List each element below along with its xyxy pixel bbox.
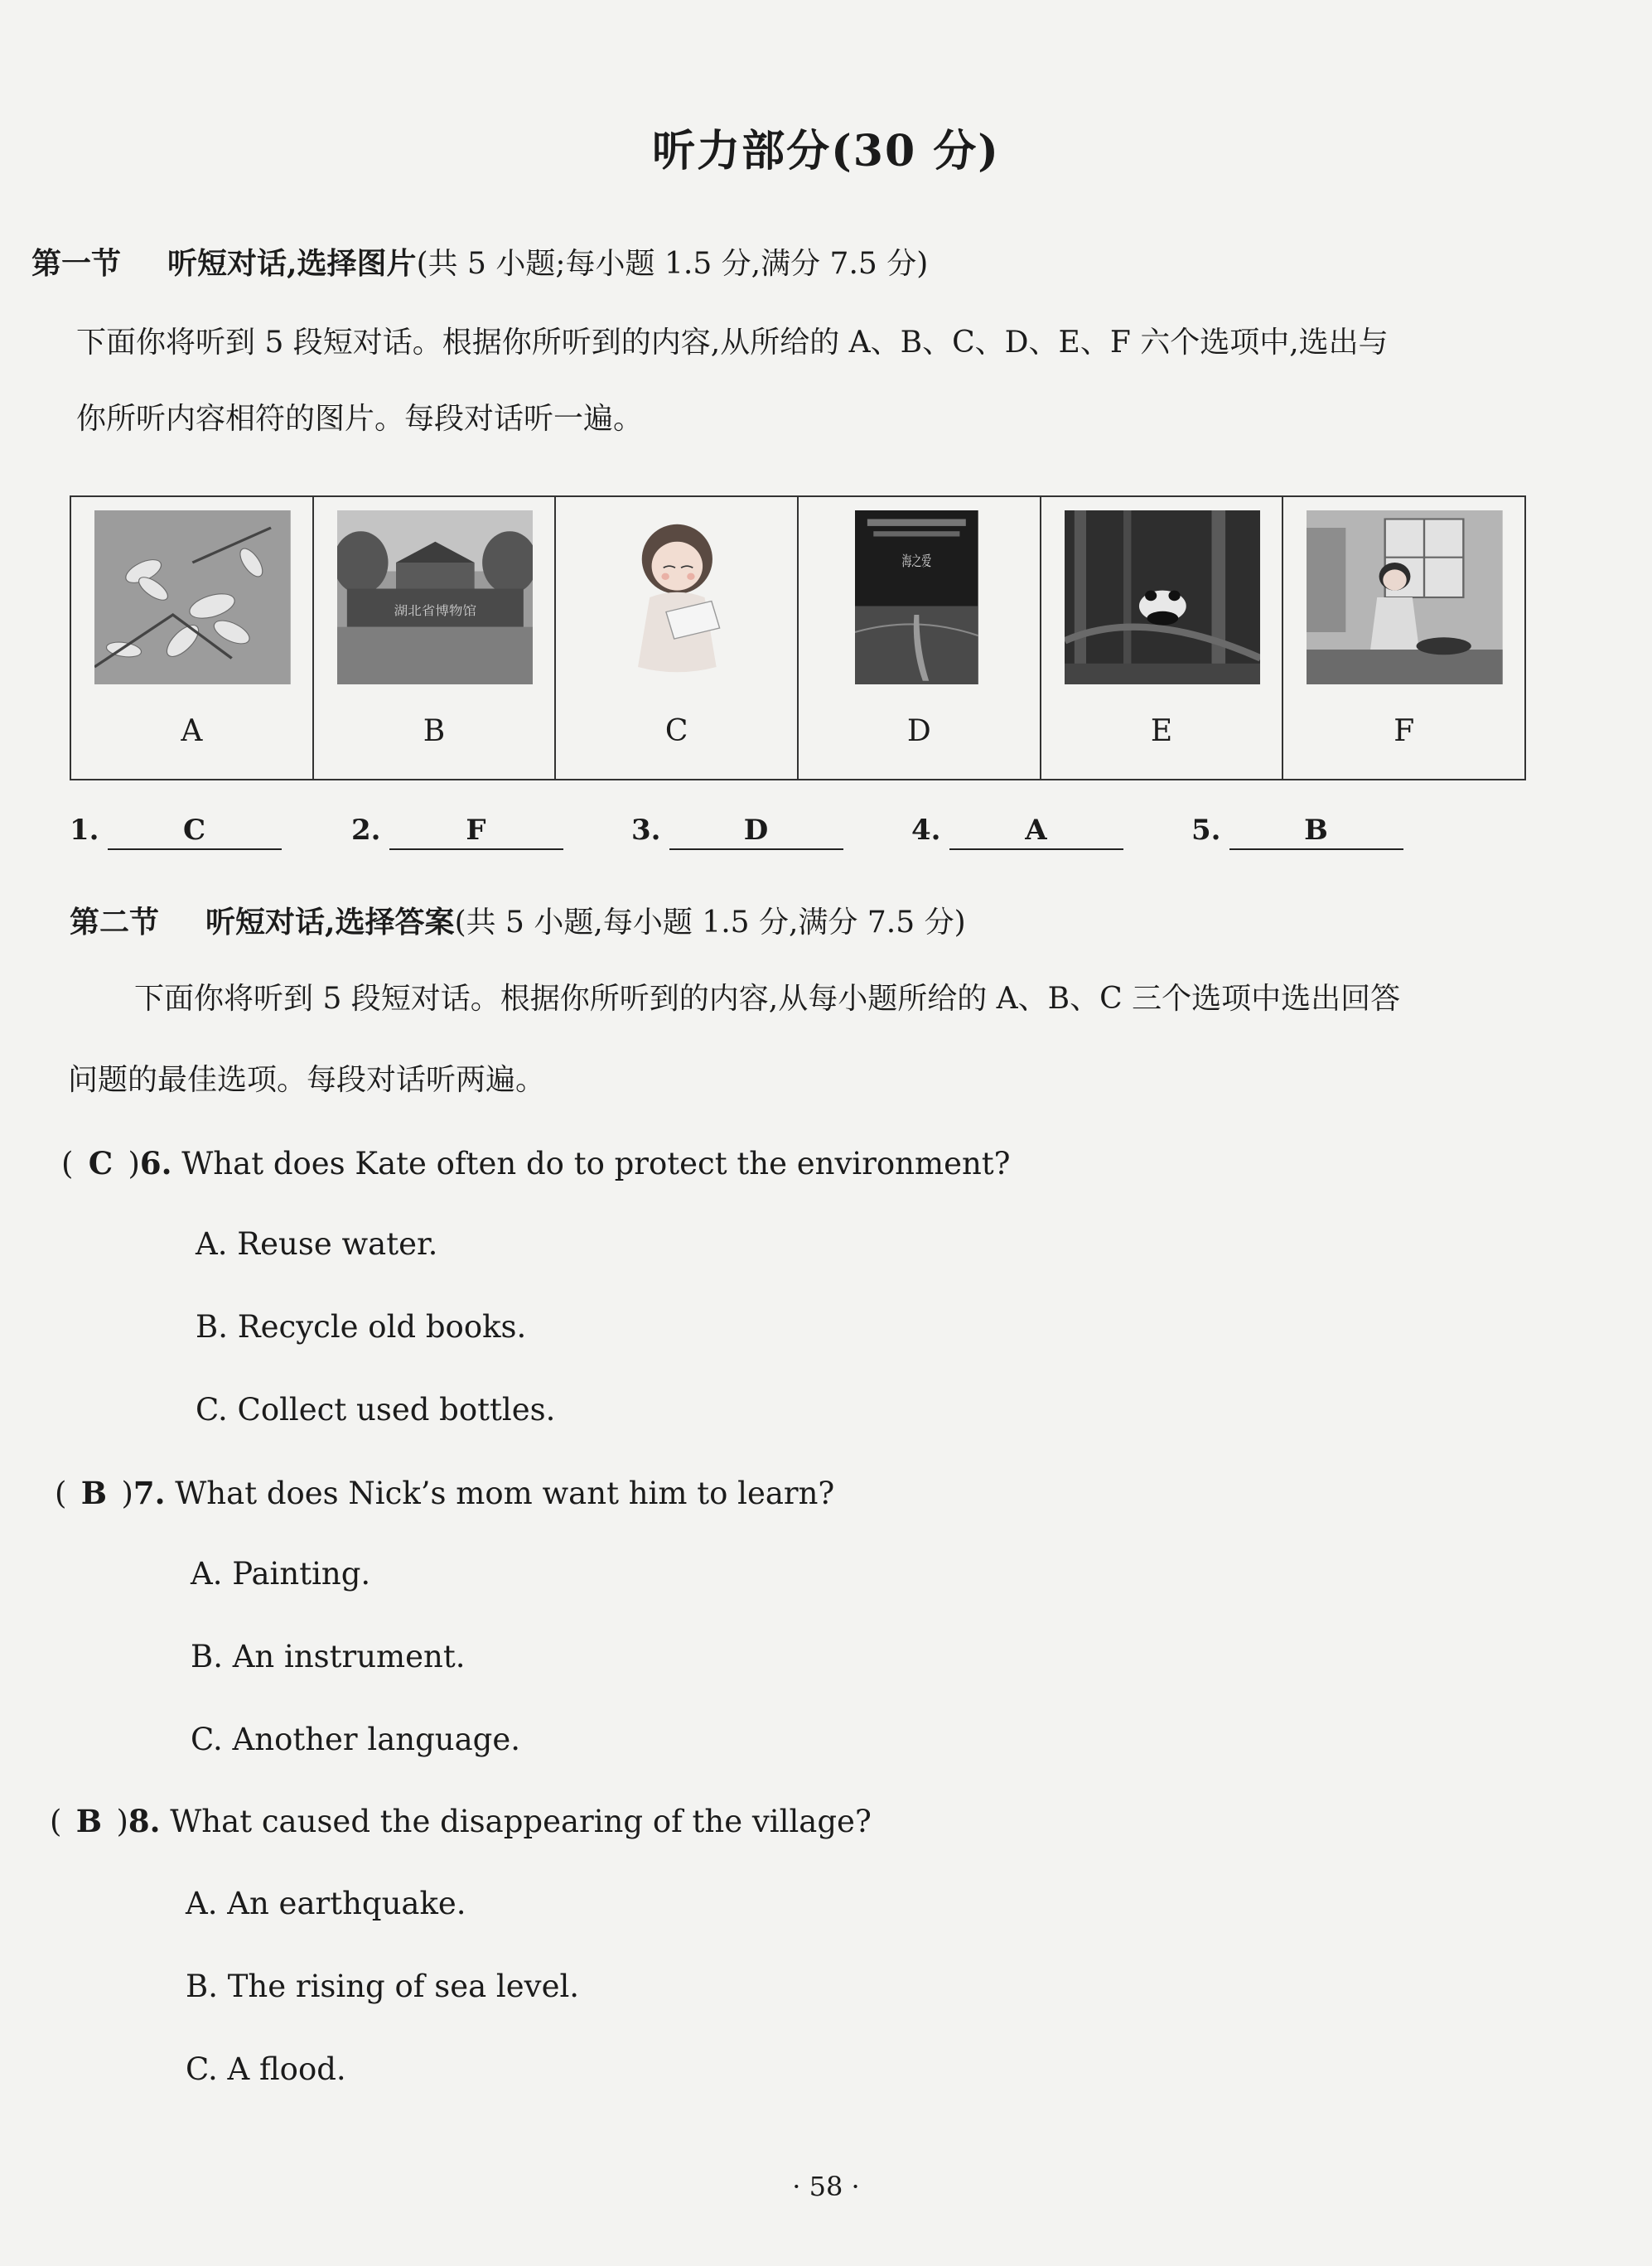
answer-blank: B [1229,814,1403,850]
picture-cell-b [314,497,557,779]
question-8-option-b: B. The rising of sea level. [186,1969,580,2004]
page-number: · 58 · [792,2171,860,2202]
section1-instructions-line2: 你所听内容相符的图片。每段对话听一遍。 [76,402,644,436]
picture-cell-a [71,497,314,779]
section2-note: (共 5 小题,每小题 1.5 分,满分 7.5 分) [454,906,966,940]
museum-sign-text: 湖北省博物馆 [394,602,476,618]
picture-options-table [70,495,1526,780]
question-7-answer: B [80,1475,108,1511]
picture-letter-d: D [906,714,931,748]
section1-note: (共 5 小题;每小题 1.5 分,满分 7.5 分) [416,247,929,281]
section1-heading: 第一节 [31,246,122,281]
answer-5: 5. B [1191,814,1403,850]
hubei-museum-photo [337,510,534,684]
question-8: ( B )8. What caused the disappearing of the village? [50,1803,872,1839]
page-title: 听力部分(30 分) [652,126,1000,176]
answer-blank: A [949,814,1123,850]
section2-heading: 第二节 [70,905,160,940]
question-6-option-c: C. Collect used bottles. [196,1392,556,1428]
question-6-option-b: B. Recycle old books. [196,1309,527,1345]
answer-blank: F [389,814,563,850]
answer-4: 4. A [911,814,1123,850]
answer-3: 3. D [631,814,843,850]
answer-2: 2. F [351,814,563,850]
section1-instructions-line1: 下面你将听到 5 段短对话。根据你所听到的内容,从所给的 A、B、C、D、E、F 六个选项中,选出与 [76,326,1389,360]
picture-cell-d [799,497,1041,779]
question-7-option-a: A. Painting. [191,1556,371,1592]
picture-cell-e [1041,497,1284,779]
section1-answers [70,814,1478,863]
picture-cell-f [1283,497,1524,779]
picture-letter-b: B [423,714,446,748]
question-6: ( C )6. What does Kate often do to protect the environment? [61,1145,1011,1181]
question-8-text: What caused the disappearing of the village? [170,1804,872,1839]
section2-header [70,899,966,941]
book-cover-image [855,510,978,684]
picture-letter-f: F [1394,714,1415,748]
picture-letter-a: A [181,714,203,748]
picture-cell-c [556,497,799,779]
answer-1: 1. C [70,814,282,850]
magnolia-flowers-photo [94,510,291,684]
question-7-option-c: C. Another language. [191,1722,521,1757]
picture-letter-e: E [1150,714,1173,748]
panda-in-forest-photo [1065,510,1261,684]
section2-instructions-line2: 问题的最佳选项。每段对话听两遍。 [68,1063,546,1097]
section1-header [31,240,928,283]
question-8-answer: B [75,1803,103,1839]
woman-cooking-illustration [1307,510,1503,684]
section2-subheading: 听短对话,选择答案 [205,905,455,940]
answer-blank: C [108,814,282,850]
question-7-text: What does Nick’s mom want him to learn? [175,1476,835,1511]
question-7-option-b: B. An instrument. [191,1639,466,1674]
book-title-text: 海之爱 [901,553,932,570]
question-7: ( B )7. What does Nick’s mom want him to learn? [55,1475,835,1511]
section2-instructions-line1: 下面你将听到 5 段短对话。根据你所听到的内容,从每小题所给的 A、B、C 三个选项中选出回答 [134,982,1401,1016]
picture-letter-c: C [664,714,688,748]
question-6-option-a: A. Reuse water. [196,1226,438,1262]
question-6-text: What does Kate often do to protect the environment? [181,1146,1011,1181]
section1-subheading: 听短对话,选择图片 [167,246,417,281]
question-8-option-c: C. A flood. [186,2051,346,2087]
question-6-answer: C [88,1145,114,1181]
answer-blank: D [669,814,843,850]
question-8-option-a: A. An earthquake. [186,1886,466,1921]
girl-reading-illustration [579,510,775,684]
